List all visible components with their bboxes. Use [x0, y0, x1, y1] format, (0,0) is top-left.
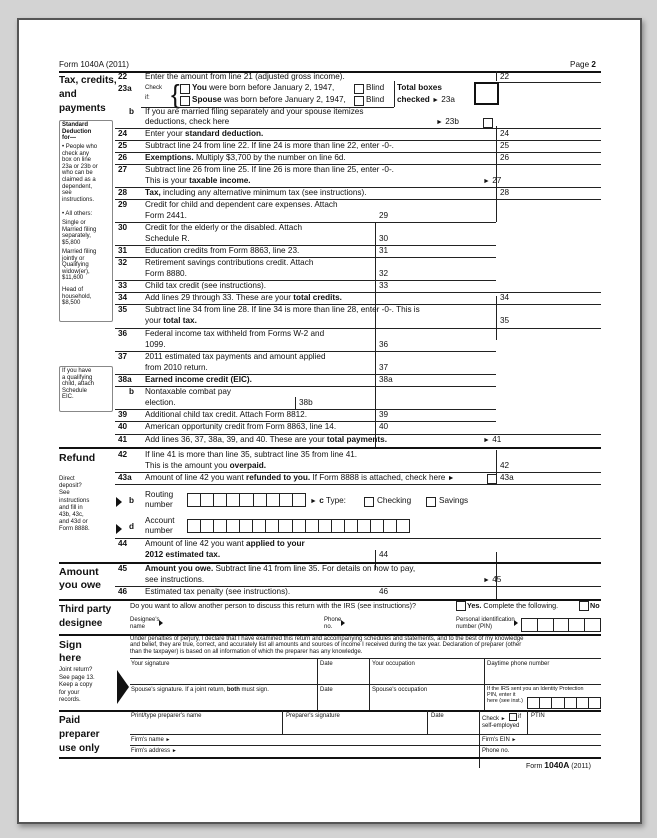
- line-45-text2: see instructions.: [145, 575, 205, 584]
- line-rule: [130, 734, 601, 735]
- line-43b-num: b: [129, 496, 135, 505]
- line-29-text1: Credit for child and dependent care expenses. Attach: [145, 200, 338, 209]
- line-37-text1: 2011 estimated tax payments and amount applied: [145, 352, 326, 361]
- line-27-num: 27: [118, 165, 128, 174]
- firm-ein-label: Firm's EIN ►: [482, 737, 517, 743]
- line-37-text2: from 2010 return.: [145, 363, 208, 372]
- designee-phone-label: Phone no.: [324, 617, 342, 630]
- designee-pin-input[interactable]: [521, 618, 601, 632]
- designee-no-checkbox[interactable]: [579, 601, 589, 611]
- line-29-box: 29: [379, 211, 389, 220]
- line-37-box: 37: [379, 363, 389, 372]
- line-23b-text2: deductions, check here: [145, 117, 230, 126]
- line-24-box: 24: [500, 129, 510, 138]
- line-39-num: 39: [118, 410, 128, 419]
- line-43d-num: d: [129, 522, 135, 531]
- line-44-box: 44: [379, 550, 389, 559]
- line-39-box: 39: [379, 410, 389, 419]
- you-blind-checkbox[interactable]: [354, 84, 364, 94]
- line-24-num: 24: [118, 129, 128, 138]
- line-23b-num: b: [129, 107, 135, 116]
- line-25-num: 25: [118, 141, 128, 150]
- line-26-text: Exemptions. Multiply $3,700 by the number on line 6d.: [145, 153, 346, 162]
- line-30-text2: Schedule R.: [145, 234, 190, 243]
- line-34-num: 34: [118, 293, 128, 302]
- line-28-num: 28: [118, 188, 128, 197]
- col-rule: [479, 710, 480, 768]
- line-34-box: 34: [500, 293, 510, 302]
- line-31-text: Education credits from Form 8863, line 23.: [145, 246, 300, 255]
- line-22-box: 22: [500, 72, 510, 81]
- line-25-box: 25: [500, 141, 510, 150]
- form-8888-checkbox[interactable]: [487, 474, 497, 484]
- account-number-input[interactable]: [187, 519, 410, 533]
- line-28-text: Tax, including any alternative minimum tax (see instructions).: [145, 188, 367, 197]
- line-35-text2: your total tax.: [145, 316, 197, 325]
- line-42-text1: If line 41 is more than line 35, subtract line 35 from line 41.: [145, 450, 358, 459]
- line-37-num: 37: [118, 352, 128, 361]
- sign-arrow-icon: [117, 670, 129, 704]
- perjury-statement: Under penalties of perjury, I declare that I have examined this return and accompanying schedules and statements, and to the best of my knowledge and belief, they are true, correct, and accurately list all amounts and sources of income I received during the tax year. Declaration of preparer (other than the taxpayer) is based on all information of which the preparer has any knowledge.: [130, 636, 524, 655]
- daytime-phone-label: Daytime phone number: [487, 661, 550, 667]
- line-41-text: Add lines 36, 37, 38a, 39, and 40. These are your total payments.: [145, 435, 387, 444]
- line-45-text1: Amount you owe. Subtract line 41 from line 35. For details on how to pay,: [145, 564, 416, 573]
- arrow-icon: [341, 620, 345, 626]
- line-24-text: Enter your standard deduction.: [145, 129, 264, 138]
- line-rule: [130, 745, 601, 746]
- line-29-text2: Form 2441.: [145, 211, 187, 220]
- self-employed-text: self-employed: [482, 723, 520, 729]
- spouse-born-label: Spouse was born before January 2, 1947,: [192, 95, 346, 104]
- your-occupation-label: Your occupation: [372, 661, 415, 667]
- line-38a-text: Earned income credit (EIC).: [145, 375, 252, 384]
- line-38b-text1: Nontaxable combat pay: [145, 387, 232, 396]
- line-31-box: 31: [379, 246, 389, 255]
- col-rule: [496, 296, 497, 340]
- designee-yes-checkbox[interactable]: [456, 601, 466, 611]
- section-sign-here: Sign here: [59, 639, 82, 664]
- eic-note: If you have a qualifying child, attach Schedule EIC.: [62, 368, 95, 401]
- arrow-icon: [159, 620, 163, 626]
- line-rule: [130, 684, 601, 685]
- line-42-text2: This is the amount you overpaid.: [145, 461, 267, 470]
- routing-number-input[interactable]: [187, 493, 306, 507]
- line-23a-num: 23a: [118, 84, 132, 93]
- line-34-text: Add lines 29 through 33. These are your total credits.: [145, 293, 342, 302]
- line-40-num: 40: [118, 422, 128, 431]
- section-rule: [59, 710, 601, 712]
- line-30-num: 30: [118, 223, 128, 232]
- line-28-box: 28: [500, 188, 510, 197]
- line-38b-text2: election.: [145, 398, 176, 407]
- form-footer: Form 1040A (2011): [526, 760, 592, 770]
- line-38b-box: 38b: [299, 398, 313, 407]
- line-36-text2: 1099.: [145, 340, 166, 349]
- designee-no-label: No: [590, 601, 600, 610]
- direct-deposit-note: Direct deposit? See instructions and fill in 43b, 43c, and 43d or Form 8888.: [59, 476, 90, 533]
- firm-address-label: Firm's address ►: [131, 748, 177, 754]
- form-title: Form 1040A (2011): [59, 60, 129, 69]
- line-36-num: 36: [118, 329, 128, 338]
- line-44-text2: 2012 estimated tax.: [145, 550, 221, 559]
- spouse-born-checkbox[interactable]: [180, 96, 190, 106]
- you-blind-label: Blind: [366, 83, 385, 92]
- designee-name-label: Designee's name: [130, 617, 160, 630]
- form-page: [19, 20, 640, 822]
- form-frame: [17, 18, 642, 824]
- arrow-icon: [116, 497, 122, 507]
- line-39-text: Additional child tax credit. Attach Form 8812.: [145, 410, 308, 419]
- line-40-box: 40: [379, 422, 389, 431]
- line-36-box: 36: [379, 340, 389, 349]
- firm-name-label: Firm's name ►: [131, 737, 171, 743]
- line-44-text1: Amount of line 42 you want applied to your: [145, 539, 305, 548]
- line-33-text: Child tax credit (see instructions).: [145, 281, 267, 290]
- col-rule: [427, 710, 428, 734]
- total-boxes-checked: checked ► 23a: [397, 95, 455, 104]
- page-number: Page 2: [570, 60, 596, 69]
- spouse-signature-label: Spouse's signature. If a joint return, both must sign.: [131, 687, 269, 693]
- std-deduction-hoh: Head of household, $8,500: [62, 287, 92, 307]
- your-signature-label: Your signature: [131, 661, 170, 667]
- line-22-num: 22: [118, 72, 128, 81]
- col-rule: [527, 710, 528, 734]
- line-41-num: 41: [118, 435, 128, 444]
- col-rule: [282, 710, 283, 734]
- preparer-signature-label: Preparer's signature: [286, 713, 340, 719]
- account-label: Account number: [145, 516, 175, 535]
- col-rule: [375, 222, 376, 448]
- line-25-text: Subtract line 24 from line 22. If line 24 is more than line 22, enter -0-.: [145, 141, 394, 150]
- spouse-blind-label: Blind: [366, 95, 385, 104]
- col-rule: [496, 71, 497, 81]
- ip-pin-input[interactable]: [527, 697, 601, 709]
- total-boxes-input[interactable]: [474, 82, 499, 105]
- spouse-blind-checkbox[interactable]: [354, 96, 364, 106]
- std-deduction-people: • People who check any box on line 23a or 23b or who can be claimed as a dependent, see instructions.: [62, 144, 98, 203]
- ptin-label: PTIN: [531, 713, 545, 719]
- col-rule: [394, 81, 395, 107]
- line-45-box: ► 45: [483, 575, 502, 584]
- std-deduction-all-others: • All others:: [62, 211, 93, 217]
- line-38b-num: b: [129, 387, 135, 396]
- line-33-box: 33: [379, 281, 389, 290]
- self-employed-if: if: [518, 714, 521, 720]
- line-38a-box: 38a: [379, 375, 393, 384]
- savings-checkbox[interactable]: [426, 497, 436, 507]
- line-rule: [115, 484, 601, 485]
- line-23b-text1: If you are married filing separately and your spouse itemizes: [145, 107, 364, 116]
- line-36-text1: Federal income tax withheld from Forms W-2 and: [145, 329, 325, 338]
- std-deduction-title: Standard Deduction for—: [62, 122, 92, 142]
- section-rule: [59, 447, 601, 449]
- line-44-num: 44: [118, 539, 128, 548]
- section-third-party: Third party designee: [59, 604, 112, 629]
- line-42-box: 42: [500, 461, 510, 470]
- preparer-name-label: Print/type preparer's name: [131, 713, 202, 719]
- line-26-num: 26: [118, 153, 128, 162]
- line-27-text1: Subtract line 26 from line 25. If line 26 is more than line 25, enter -0-.: [145, 165, 394, 174]
- line-23a-check-label: Check: [145, 85, 163, 91]
- total-boxes-label: Total boxes: [397, 83, 442, 92]
- section-refund: Refund: [59, 452, 96, 464]
- account-type-label: ► c Type:: [310, 496, 346, 505]
- col-rule: [295, 397, 296, 409]
- arrow-icon: [116, 524, 122, 534]
- designee-question: Do you want to allow another person to discuss this return with the IRS (see instructions)?: [130, 601, 417, 610]
- line-32-box: 32: [379, 269, 389, 278]
- sign-note: Joint return? See page 13. Keep a copy for your records.: [59, 667, 95, 704]
- savings-label: Savings: [439, 496, 469, 505]
- line-45-num: 45: [118, 564, 128, 573]
- line-41-box: ► 41: [483, 435, 502, 444]
- line-46-text: Estimated tax penalty (see instructions).: [145, 587, 291, 596]
- arrow-icon: [514, 620, 518, 626]
- preparer-phone-label: Phone no.: [482, 748, 510, 754]
- line-40-text: American opportunity credit from Form 8863, line 14.: [145, 422, 337, 431]
- line-30-box: 30: [379, 234, 389, 243]
- line-43a-box: 43a: [500, 473, 514, 482]
- line-42-num: 42: [118, 450, 128, 459]
- designee-pin-label: Personal identification number (PIN): [456, 617, 515, 630]
- line-43a-num: 43a: [118, 473, 132, 482]
- routing-label: Routing number: [145, 490, 174, 509]
- brace-icon: {: [171, 79, 180, 109]
- line-46-box: 46: [379, 587, 389, 596]
- line-30-text1: Credit for the elderly or the disabled. Attach: [145, 223, 303, 232]
- section-amount-owe: Amount you owe: [59, 566, 102, 591]
- line-35-text1: Subtract line 34 from line 28. If line 34 is more than line 28, enter -0-. This is: [145, 305, 420, 314]
- sign-date-label: Date: [320, 661, 333, 667]
- line-46-num: 46: [118, 587, 128, 596]
- line-29-num: 29: [118, 200, 128, 209]
- you-born-checkbox[interactable]: [180, 84, 190, 94]
- ip-pin-label: If the IRS sent you an Identity Protection PIN, enter it here (see inst.): [487, 686, 584, 704]
- line-26-box: 26: [500, 153, 510, 162]
- self-employed-checkbox[interactable]: [509, 713, 517, 721]
- line-23b-arrow: ► 23b: [436, 117, 459, 126]
- line-33-num: 33: [118, 281, 128, 290]
- line-22-text: Enter the amount from line 21 (adjusted gross income).: [145, 72, 345, 81]
- section-rule: [59, 757, 601, 759]
- line-rule: [130, 658, 601, 659]
- section-tax-credits: Tax, credits, and payments: [59, 75, 117, 114]
- line-27-text2: This is your taxable income.: [145, 176, 251, 185]
- line-32-num: 32: [118, 258, 128, 267]
- line-43a-text: Amount of line 42 you want refunded to you. If Form 8888 is attached, check here ►: [145, 473, 455, 482]
- line-32-text2: Form 8880.: [145, 269, 187, 278]
- you-born-label: You were born before January 2, 1947,: [192, 83, 335, 92]
- line-31-num: 31: [118, 246, 128, 255]
- line-23b-checkbox[interactable]: [483, 118, 493, 128]
- self-employed-label: Check ►: [482, 716, 506, 722]
- line-23a-if-label: if:: [145, 95, 150, 101]
- spouse-occupation-label: Spouse's occupation: [372, 687, 428, 693]
- line-rule: [496, 82, 601, 83]
- section-paid-preparer: Paid preparer use only: [59, 715, 100, 754]
- line-38a-num: 38a: [118, 375, 132, 384]
- checking-label: Checking: [377, 496, 412, 505]
- line-35-num: 35: [118, 305, 128, 314]
- line-27-box: ► 27: [483, 176, 502, 185]
- line-35-box: 35: [500, 316, 510, 325]
- std-deduction-joint: Married filing jointly or Qualifying widow(er), $11,600: [62, 249, 97, 282]
- spouse-date-label: Date: [320, 687, 333, 693]
- preparer-date-label: Date: [431, 713, 444, 719]
- std-deduction-single: Single or Married filing separately, $5,800: [62, 220, 97, 246]
- line-32-text1: Retirement savings contributions credit. Attach: [145, 258, 314, 267]
- designee-yes-label: Yes. Complete the following.: [467, 601, 559, 610]
- checking-checkbox[interactable]: [364, 497, 374, 507]
